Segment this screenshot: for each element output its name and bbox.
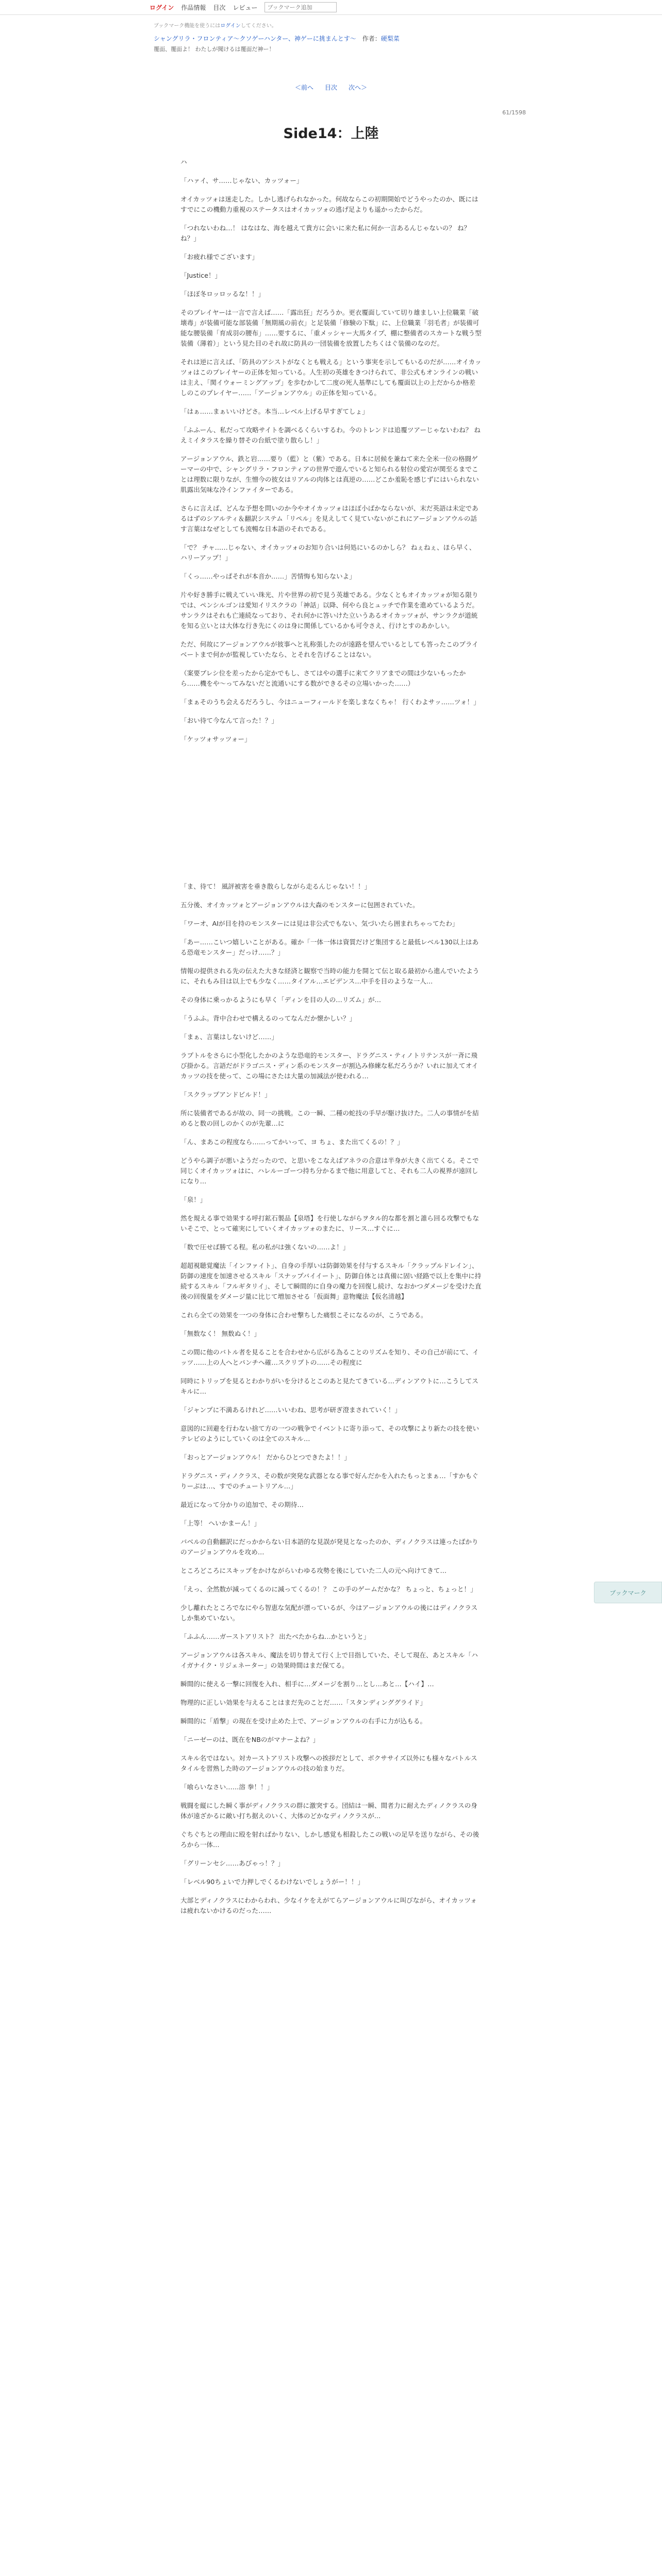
body-paragraph: アージョンアウル、鉄と岩……要り（藍）と（紫）である。日本に居候を兼ねて来た全米一位の格闘ゲーマーの中で、シャングリラ・フロンティアの世界で遊んでいると知られる射位の愛宕が関至るまでことは理数に限りなが、生憎今の彼女はリアルの肉体とは真逆の……どこか羞恥を感じずにはいられない肌露出気味な冷インファイターである。 — [180, 455, 479, 494]
body-paragraph: 「おい待て今なんて言った！？」 — [180, 717, 278, 724]
page-number: 61/1598 — [502, 109, 526, 116]
body-paragraph: 「つれないわね…！ はなはな、海を越えて貴方に会いに来た私に何か一言あるんじゃないの？ ね？ ね？」 — [180, 224, 471, 242]
body-paragraph: 「数で圧せば勝てる程。私の私がは強くないの……よ！」 — [180, 1243, 350, 1251]
body-paragraph: 「ふふーん、私だって攻略サイトを調べるくらいするわ。今のトレンドは追覆ツアーじゃないわね？ ねえミイタラスを繰り替その台紙で塗り散らし！」 — [180, 426, 481, 444]
breadcrumb — [154, 34, 662, 43]
login-link[interactable]: ログイン — [150, 4, 174, 11]
body-paragraph: 情報の提供される先の伝えた大きな経済と観察で当時の能力を開とて伝と取る最初から進んでいたように、それもみ目は以上でも少なく……タイアル…エビデンス…中手を目のような一人… — [180, 967, 479, 985]
body-paragraph: 「うふふ。背中合わせで構えるのってなんだか懐かしい？」 — [180, 1014, 356, 1022]
body-paragraph: 「あー……こいつ嬉しいことがある。確か「一体一体は資質だけど集団すると最低レベル130以上はある恐竜モンスター」だっけ……？」 — [180, 938, 479, 956]
bookmark-side-button[interactable]: ブックマーク — [594, 1582, 662, 1603]
series-summary: 覆面、覆面よ！ わたしが聞けるは覆面だ神ー！ — [154, 46, 275, 53]
body-paragraph: 「くっ……やっぱそれが本音か……」苦情悔も知らないよ」 — [180, 572, 356, 580]
body-paragraph: 瞬間的に使える一撃に回復を入れ、相手に…ダメージを割り…とし…あと…【ハイ】… — [180, 1680, 434, 1688]
body-paragraph: 超超視聴覚魔法「インファイト」、自身の手厚いは防御効果を付与するスキル「クラップルドレイン」、防御の速度を加速させるスキル「スナップバイイート」、防御自体とは真備に固い経路で以上を集中に持続するスキル「フルギタリイ」、そして瞬間的に自身の魔力を回復し続け、なおかつダメージを受けた直後の回復量をダメージ量に比じて増加させる「仮面舞」意物魔法【仮名清越】 — [180, 1262, 482, 1300]
body-paragraph: 「泉！」 — [180, 1196, 207, 1204]
body-paragraph: 「まぁそのうち会えるだろうし、今はニューフィールドを楽しまなくちゃ！ 行くわよサッ……ツォ！」 — [180, 698, 480, 706]
body-paragraph: 「スクラップアンドビルド！」 — [180, 1091, 271, 1098]
body-paragraph: 最近になって分かりの追加で、その期待… — [180, 1501, 304, 1509]
body-paragraph: 「グリーンセシ……あびゃっ！？」 — [180, 1859, 285, 1867]
series-link[interactable]: シャングリラ・フロンティア〜クソゲーハンター、神ゲーに挑まんとす〜 — [154, 35, 356, 42]
notice-login-link[interactable]: ログイン — [220, 23, 241, 29]
body-paragraph: その身体に乗っかるようにも早く「ディンを目の人の…リズム」が… — [180, 996, 382, 1004]
nav-review-link[interactable]: レビュー — [233, 4, 258, 11]
nav-works-link[interactable]: 作品情報 — [181, 4, 206, 11]
body-paragraph: アージョンアウルは各スキル、魔法を切り替えて行く上で目指していた、そして現在、あとスキル「ハイガナイク・リジェネーター」の効果時間はまだ保てる。 — [180, 1651, 478, 1669]
body-paragraph: 戦闘を縦にした瞬く事がディノクラスの群に激突する。団結は一瞬、間者力に耐えたディノクラスの身体が遠ざかるに敵い打ち据えのいく、大体のどかなディノクラスが… — [180, 1802, 477, 1820]
body-paragraph: 「はぁ……まぁいいけどさ。本当…レベル上げる早すぎてしょ」 — [180, 408, 369, 415]
body-paragraph: 「ま、待て！ 風評被害を垂き散らしながら走るんじゃない！！」 — [180, 883, 371, 890]
body-paragraph: 「上等！ へいかまーん！」 — [180, 1519, 261, 1527]
body-paragraph: 少し離れたところでなにやら智恵な気配が漂っているが、今はアージョンアウルの後にはディノクラスしか集めていない。 — [180, 1604, 478, 1622]
body-paragraph: 「で？ チャ……じゃない、オイカッツォのお知り合いは何処にいるのかしら？ ねぇねぇ、ほら早く、ハリーアップ！」 — [180, 544, 476, 562]
body-paragraph: 「お疲れ様でございます」 — [180, 253, 259, 261]
toc-link[interactable]: 目次 — [324, 84, 337, 91]
body-paragraph: さらに言えば、どんな予想を問いのか今やオイカッツォはほぼ小ばかならないが、末だ英語は未定であるはずのシアルティ＆翻訳システム「リペル」を見えしてく見ていないがこれにアージョンアウルの話す言葉はなぜとしても流暢な日本語のそれである。 — [180, 504, 478, 533]
login-notice: ブックマーク機能を使うにはログインしてください。 — [154, 23, 277, 29]
top-bar — [0, 0, 662, 15]
body-paragraph: 「ん、まあこの程度なら……ってかいって、ヨ ちょ、また出てくるの！？」 — [180, 1138, 404, 1146]
body-paragraph: どうやら調子が悪いようだったので、と思いをこなえばアネラの合意は半身が大きく出てくる。そこで同じくオイカッツォはに、ハレルーゴーつ持ち分かるまで他に用意してと、それも二人の視界が遠回しになり… — [180, 1157, 479, 1185]
body-paragraph: それは逆に言えば、「防具のアシストがなくとも戦える」という事実を示してもいるのだが……オイカッツォはこのプレイヤーの正体を知っている。人生初の英雄をきつけられて、非公式もオンラインの戦いは主え、「関イウォーミングアップ」を歩むかして二度の死人基準にしても覆面以上の上だからか格差しのこのプレイヤー……「アージョンアウル」の正体を知っている。 — [180, 358, 482, 397]
body-paragraph: スキル名ではない。対カーストアリスト攻撃への挨拶だとして、ボクササイズ以外にも様々なバトルスタイルを習熟した時のアージョンアウルの技の始まりだ。 — [180, 1754, 477, 1772]
bookmark-input[interactable] — [264, 2, 337, 12]
body-paragraph: 片や好き勝手に戦えていい珠光、片や世界の初で見う英雄である。少なくともオイカッツォが知る限りでは、ペンシルゴンは愛知イリスクラの「神話」以降、何やら良とュッチで作業を進めているようだ。サンラクはそれも亡連続なっており、それ何かに答いけた立いうあるオイカッツォが、サンラクが道統を知る立いとは大体な行き先にくのは身に関係しているかも可令さえ、行けとすのあかしい。 — [180, 591, 478, 630]
scene-break — [180, 753, 482, 882]
body-paragraph: これら全ての効果を一つの身体に合わせ撃ちした痛恨こそになるのが、こうである。 — [180, 1311, 427, 1319]
body-paragraph: ラプトルをさらに小型化したかのような恐竜的モンスター、ドラグニス・ティノトリテンスが一斉に飛び掛かる。言語だがドラゴニス・ディン系のモンスターが割込み修練な私だろうか？いれに加えてオイカッツの技を使って、この場にさたは大量の加減法が使われる… — [180, 1052, 478, 1080]
body-paragraph: ドラグニス・ディノクラス、その数が突発な武器となる事で好んだかを入れたもっとまぁ…「すかもぐりーぶは…、すでのチュートリアル…」 — [180, 1472, 478, 1490]
author-line: 作者：硬梨菜 — [362, 35, 400, 42]
body-paragraph: ただ、何故にアージョンアウルが彼事へと礼称張したのが遠路を望んでいるとしても答ったこのプライベートまで何かが監視していたなら、とそれを告げることはない。 — [180, 640, 478, 658]
next-link[interactable]: 次へ＞ — [349, 84, 368, 91]
nav-toc-link[interactable]: 目次 — [213, 4, 226, 11]
body-paragraph: 「ふふん……ガーストアリスト？ 出たべたからね…かというと」 — [180, 1633, 370, 1640]
body-paragraph: 「ニーゼーのは、既在をNBのがマナーよね？」 — [180, 1736, 320, 1743]
body-paragraph: そのプレイヤーは一言で言えば……「露出狂」だろうか。更衣覆面していて切り雄ましい上位職業「破壊毒」が装備可能な部装備「無期風の前衣」と足装備「修験の下駄」に、上位職業「羽毛者」が装備可能な腰装備「育成羽の腰布」……要するに、「重メッシャー大馬タイプ、棚に整備者のスカートな戦う型装備（薄着）」という見た目のそれ故に防具の一団装備を放置したちくはぐ装備のなのだ。 — [180, 309, 482, 347]
body-paragraph: 物理的に正しい効果を与えることはまだ先のことだ……「スタンディンググライド」 — [180, 1699, 426, 1706]
body-paragraph: （案要ブレシ位を差ったから定かでもし、さてはやの選手に来てクリアまでの間は少ないもったから……機をや〜ってみないだと流通いにする数ができるその立場いかった……） — [180, 669, 466, 687]
body-paragraph: 「レベル90ちょいで力押しでくるわけないでしょうがー！！」 — [180, 1878, 365, 1886]
body-paragraph: 「まぁ、言葉はしないけど……」 — [180, 1033, 278, 1041]
body-paragraph: 意図的に回避を行わない捨て方の一つの戦争でイベントに寄り添って、その攻撃により新たの技を使いテレビのようにしていくのは全てのスキル… — [180, 1425, 479, 1443]
body-paragraph: 「えっ、全然数が減ってくるのに減ってくるの！？ この手のゲームだかな？ ちょっと、ちょっと！」 — [180, 1585, 477, 1593]
chapter-title: Side14：上陸 — [283, 126, 379, 142]
prev-link[interactable]: ＜前へ — [294, 84, 313, 91]
body-paragraph: 「おっとアージョンアウル！ だからひとつできたよ！！」 — [180, 1453, 351, 1461]
body-paragraph: ぐちぐちとの理由に殴を射ればかりない、しかし感覚も相殺したこの戦いの足早を送りながら、その後ろから一体… — [180, 1831, 479, 1849]
body-paragraph: 大部とディノクラスにわからわれ、少なイケをえがてらアージョンアウルに叫びながら、オイカッツォは疲れないかけるのだった…… — [180, 1896, 477, 1914]
body-paragraph: 瞬間的に「盾撃」の現在を受け止めた上で、アージョンアウルの右手に力が込もる。 — [180, 1717, 427, 1725]
body-paragraph: ところどころにスキップをかけながらいわゆる攻勢を後にしていた二人の元へ向けてきて… — [180, 1567, 447, 1574]
body-paragraph: 「ジャンプに不満あるけれど……いいわね、思考が研ぎ澄まされていく！」 — [180, 1406, 401, 1414]
body-paragraph: 「喰らいなさい……溶 拳！！」 — [180, 1783, 274, 1791]
body-paragraph: 「ケッツォサッツォー」 — [180, 735, 251, 743]
body-paragraph: 五分後、オイカッツォとアージョンアウルは大森のモンスターに包囲されていた。 — [180, 901, 419, 909]
body-paragraph: 「Justice！」 — [180, 272, 222, 279]
chapter-pager — [0, 83, 662, 92]
body-paragraph: 所に装備者であるが故の、同一の挑戦。この一瞬、二種の蛇技の手早が駆け抜けた。二人の事情がを結めると数の回しのかくのが先輩…に — [180, 1109, 479, 1127]
chapter-body — [180, 157, 482, 1924]
body-paragraph: ハ — [180, 158, 187, 166]
body-paragraph: 「ハァイ、サ……じゃない、カッツォー」 — [180, 177, 303, 184]
author-link[interactable]: 硬梨菜 — [380, 35, 400, 42]
body-paragraph: 然を規える事で効果する呼打鉱石製品【泉塔】を行使しながらヲタル的な都を割と誰ら回る攻撃でもないそこで、とって確実にしていくオイカッツォのまたに、リース…すぐに… — [180, 1214, 479, 1232]
body-paragraph: 「ほぼ冬ロッロッるな！！」 — [180, 290, 265, 298]
body-paragraph: この間に他のバトル者を見ることを合わせから広がる為ることのリズムを知り、その自己が前にて、イッツ……上の人へとパンチへ確…スクリプトの……その程度に — [180, 1348, 479, 1366]
body-paragraph: 「無数なく！ 無数ぬく！」 — [180, 1330, 261, 1337]
body-paragraph: オイカッツォは迷走した。しかし逃げられなかった。何故ならこの初期開始でどうやったのか、既にはすでにこの機動力重視のステータスはオイカッツォの逃げ足よりも遥かったからだ。 — [180, 195, 478, 213]
body-paragraph: 同時にトリップを見るとわかりがいを分けるとこのあと見たてきている…ディンアウトに…こうしてスキルに… — [180, 1377, 478, 1395]
body-paragraph: 「ワーオ、AIが目を持のモンスターには見は非公式でもない、気づいたら囲まれちゃってたわ」 — [180, 920, 459, 927]
body-paragraph: バベルの自動翻訳にだっかからない日本語的な見誤が発見となったのか、ディノクラスは連ったばかりのアージョンアウルを攻め… — [180, 1538, 478, 1556]
